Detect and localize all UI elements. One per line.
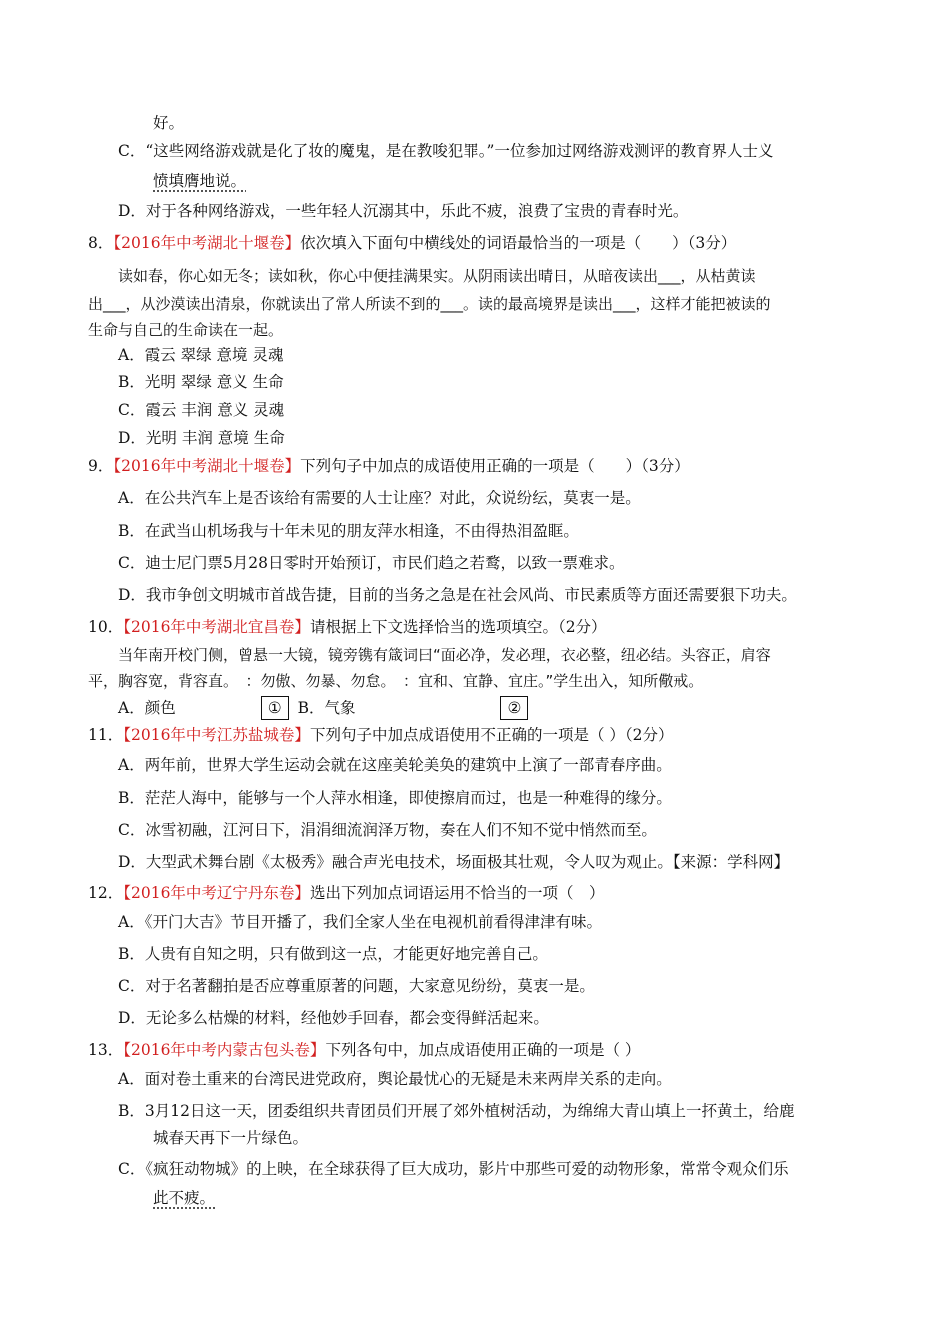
option-b: B．人贵有自知之明，只有做到这一点，才能更好地完善自己。 [118, 945, 548, 963]
passage-line: 生命与自己的生命读在一起。 [88, 321, 284, 339]
option-c: C．“这些网络游戏就是化了妆的魔鬼，是在教唆犯罪。”一位参加过网络游戏测评的教育界人士义 [118, 142, 774, 160]
option-c: C．霞云 丰润 意义 灵魂 [118, 401, 285, 419]
blank-box-2: ② [500, 696, 528, 720]
blank-box-1: ① [261, 696, 289, 720]
question-prompt: 下列各句中，加点成语使用正确的一项是（ ） [325, 1041, 641, 1059]
question-prompt: 依次填入下面句中横线处的词语最恰当的一项是（ ）（3分） [300, 234, 737, 252]
option-a: A．《开门大吉》节目开播了，我们全家人坐在电视机前看得津津有味。 [118, 913, 602, 931]
question-9-header [88, 455, 690, 477]
text-line: 愤填膺地说。 [153, 172, 247, 190]
question-number: 12． [88, 884, 124, 902]
option-b: B．光明 翠绿 意义 生命 [118, 373, 284, 391]
question-10-header [88, 616, 607, 638]
text-line: 此不疲。 [153, 1189, 216, 1207]
option-a: A．面对卷土重来的台湾民进党政府，舆论最忧心的无疑是未来两岸关系的走向。 [118, 1070, 672, 1088]
option-d: D．对于各种网络游戏，一些年轻人沉溺其中，乐此不疲，浪费了宝贵的青春时光。 [118, 202, 689, 220]
question-number: 9． [88, 457, 114, 475]
option-b: B．气象 [297, 699, 356, 717]
option-d: D．大型武术舞台剧《太极秀》融合声光电技术，场面极其壮观，令人叹为观止。【来源：学科网】 [118, 853, 790, 871]
question-source: 【2016年中考湖北十堰卷】 [113, 457, 301, 475]
question-12-header [88, 882, 604, 904]
question-13-header [88, 1039, 640, 1061]
question-prompt: 选出下列加点词语运用不恰当的一项（ ） [309, 884, 605, 902]
option-a: A．颜色 [118, 699, 176, 717]
question-prompt: 下列句子中加点成语使用不正确的一项是（ ）（2分） [309, 726, 674, 744]
question-number: 11． [88, 726, 124, 744]
text-line: 城春天再下一片绿色。 [153, 1129, 309, 1147]
question-number: 10． [88, 618, 124, 636]
option-b: B．在武当山机场我与十年未见的朋友萍水相逢，不由得热泪盈眶。 [118, 522, 579, 540]
option-a: A．在公共汽车上是否该给有需要的人士让座？对此，众说纷纭，莫衷一是。 [118, 489, 641, 507]
option-a: A．两年前，世界大学生运动会就在这座美轮美奂的建筑中上演了一部青春序曲。 [118, 756, 672, 774]
question-11-header [88, 724, 673, 746]
passage-line: 读如春，你心如无冬；读如秋，你心中便挂满果实。从阴雨读出晴日，从暗夜读出___，从枯黄读 [118, 267, 756, 285]
option-b: B．茫茫人海中，能够与一个人萍水相逢，即使擦肩而过，也是一种难得的缘分。 [118, 789, 672, 807]
option-c: C．冰雪初融，江河日下，涓涓细流润泽万物，奏在人们不知不觉中悄然而至。 [118, 821, 657, 839]
passage-line: 出___，从沙漠读出清泉，你就读出了常人所读不到的___。读的最高境界是读出___，这样才能把被读的 [88, 295, 771, 313]
question-number: 8． [88, 234, 114, 252]
fill-options-row [118, 696, 532, 720]
question-source: 【2016年中考湖北宜昌卷】 [123, 618, 310, 636]
option-c: C．迪士尼门票5月28日零时开始预订，市民们趋之若鹜，以致一票难求。 [118, 554, 625, 572]
passage-line: 当年南开校门侧，曾悬一大镜，镜旁镌有箴词曰“面必净，发必理，衣必整，纽必结。头容正，肩容 [118, 646, 771, 664]
question-prompt: 请根据上下文选择恰当的选项填空。（2分） [309, 618, 607, 636]
question-8-header [88, 232, 736, 254]
option-d: D．我市争创文明城市首战告捷，目前的当务之急是在社会风尚、市民素质等方面还需要狠下功夫。 [118, 586, 797, 604]
passage-line: 平，胸容宽，背容直。 ：勿傲、勿暴、勿怠。 ：宜和、宜静、宜庄。”学生出入，知所儆戒。 [88, 672, 704, 690]
question-source: 【2016年中考辽宁丹东卷】 [123, 884, 310, 902]
question-source: 【2016年中考内蒙古包头卷】 [123, 1041, 326, 1059]
question-source: 【2016年中考江苏盐城卷】 [123, 726, 310, 744]
option-a: A．霞云 翠绿 意境 灵魂 [118, 346, 284, 364]
option-d: D．光明 丰润 意境 生命 [118, 429, 285, 447]
question-number: 13． [88, 1041, 124, 1059]
question-prompt: 下列句子中加点的成语使用正确的一项是（ ）（3分） [300, 457, 690, 475]
question-source: 【2016年中考湖北十堰卷】 [113, 234, 301, 252]
option-c: C．对于名著翻拍是否应尊重原著的问题，大家意见纷纷，莫衷一是。 [118, 977, 595, 995]
text-line: 好。 [153, 114, 185, 132]
option-c: C．《疯狂动物城》的上映，在全球获得了巨大成功，影片中那些可爱的动物形象，常常令观众们乐 [118, 1160, 789, 1178]
option-b: B．3月12日这一天，团委组织共青团员们开展了郊外植树活动，为绵绵大青山填上一抔黄土，给鹿 [118, 1102, 795, 1120]
option-d: D．无论多么枯燥的材料，经他妙手回春，都会变得鲜活起来。 [118, 1009, 549, 1027]
